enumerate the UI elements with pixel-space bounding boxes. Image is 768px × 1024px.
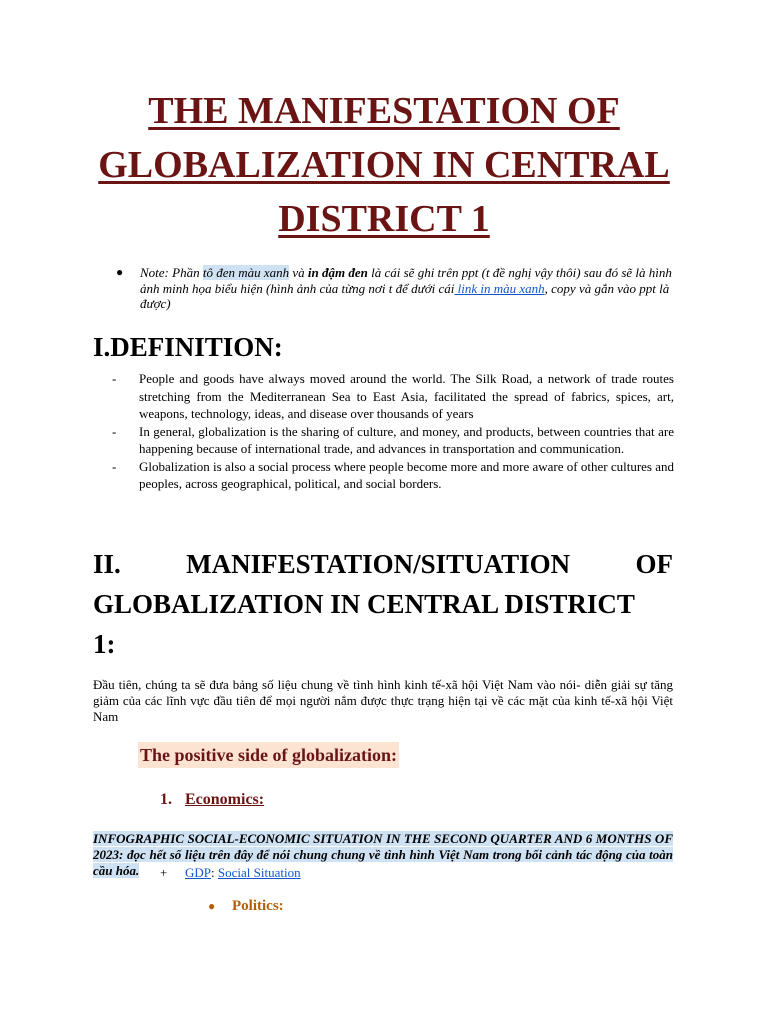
bullet-icon: ● — [116, 265, 124, 279]
document-title — [60, 84, 708, 246]
manifestation-heading-line-1 — [93, 544, 673, 584]
title-line-1: THE MANIFESTATION OF — [148, 90, 620, 132]
title-line-3: DISTRICT 1 — [278, 198, 490, 240]
plus-icon: + — [160, 865, 168, 880]
definition-text-2: In general, globalization is the sharing of culture, and money, and products, between countries that are happening because of international trade, and advances in transportation and communication. — [139, 423, 674, 456]
manifestation-heading-line-3: 1: — [93, 629, 116, 659]
dash-icon: - — [112, 423, 117, 439]
note-part-2: và — [289, 265, 308, 280]
links-item — [160, 864, 301, 881]
note-link[interactable]: link in màu xanh — [454, 280, 545, 296]
manifestation-heading — [93, 544, 673, 664]
gdp-link[interactable]: GDP — [185, 865, 212, 880]
dash-icon: - — [112, 458, 117, 474]
heading-word: II. — [93, 549, 121, 579]
title-line-2: GLOBALIZATION IN CENTRAL — [98, 144, 670, 186]
economics-label: Economics: — [185, 791, 265, 808]
infographic-text: INFOGRAPHIC SOCIAL-ECONOMIC SITUATION IN THE SECOND QUARTER AND 6 MONTHS OF 2023: đọc hết số liệu trên đây để nói chung chung về tình hình Việt Nam trong bối cảnh tác động của toàn cầu hóa. — [93, 831, 673, 878]
definition-list — [112, 370, 674, 493]
economics-item — [160, 789, 264, 811]
intro-paragraph: Đầu tiên, chúng ta sẽ đưa bảng số liệu chung về tình hình kinh tế-xã hội Việt Nam vào nói- diễn giải sự tăng giảm của các lĩnh vực đầu tiên để mọi người nắm được thực trạng hiện tại về các mặt của kinh tế-xã hội Việt Nam — [93, 677, 673, 724]
politics-item — [208, 896, 284, 916]
list-item — [112, 423, 674, 458]
note-highlight: tô đen màu xanh — [202, 265, 290, 280]
link-separator: : — [211, 865, 218, 880]
manifestation-heading-line-2: GLOBALIZATION IN CENTRAL DISTRICT — [93, 589, 635, 619]
heading-word: MANIFESTATION/SITUATION — [186, 549, 571, 579]
social-situation-link[interactable]: Social Situation — [217, 865, 301, 880]
list-item — [112, 370, 674, 423]
dash-icon: - — [112, 371, 117, 386]
note-part-3: là cái sẽ ghi trên ppt (t đề nghị vậy thôi) sau đó sẽ là hình ảnh minh họa biểu hiện (hình ảnh của từng nơi t để dưới cái — [140, 265, 672, 296]
note-text — [140, 265, 674, 312]
item-number: 1. — [160, 791, 172, 808]
note-part-1: Note: Phần — [140, 265, 203, 280]
list-item — [112, 458, 674, 493]
definition-text-3: Globalization is also a social process where people become more and more aware of other cultures and peoples, across geographical, political, and social borders. — [139, 458, 674, 491]
note-part-4: , copy và gắn vào ppt là được) — [140, 280, 670, 311]
heading-word: OF — [635, 549, 673, 579]
definition-text-1: People and goods have always moved around the world. The Silk Road, a network of trade routes stretching from the Mediterranean Sea to East Asia, facilitated the spread of fabrics, spices, art, weapons, technology, ideas, and disease over thousands of years — [139, 371, 674, 421]
note-bold: in đậm đen — [307, 265, 368, 280]
positive-side-heading: The positive side of globalization: — [138, 742, 399, 768]
bullet-icon: ● — [208, 899, 216, 913]
politics-label: Politics: — [232, 898, 284, 914]
definition-heading: I.DEFINITION: — [93, 332, 283, 362]
